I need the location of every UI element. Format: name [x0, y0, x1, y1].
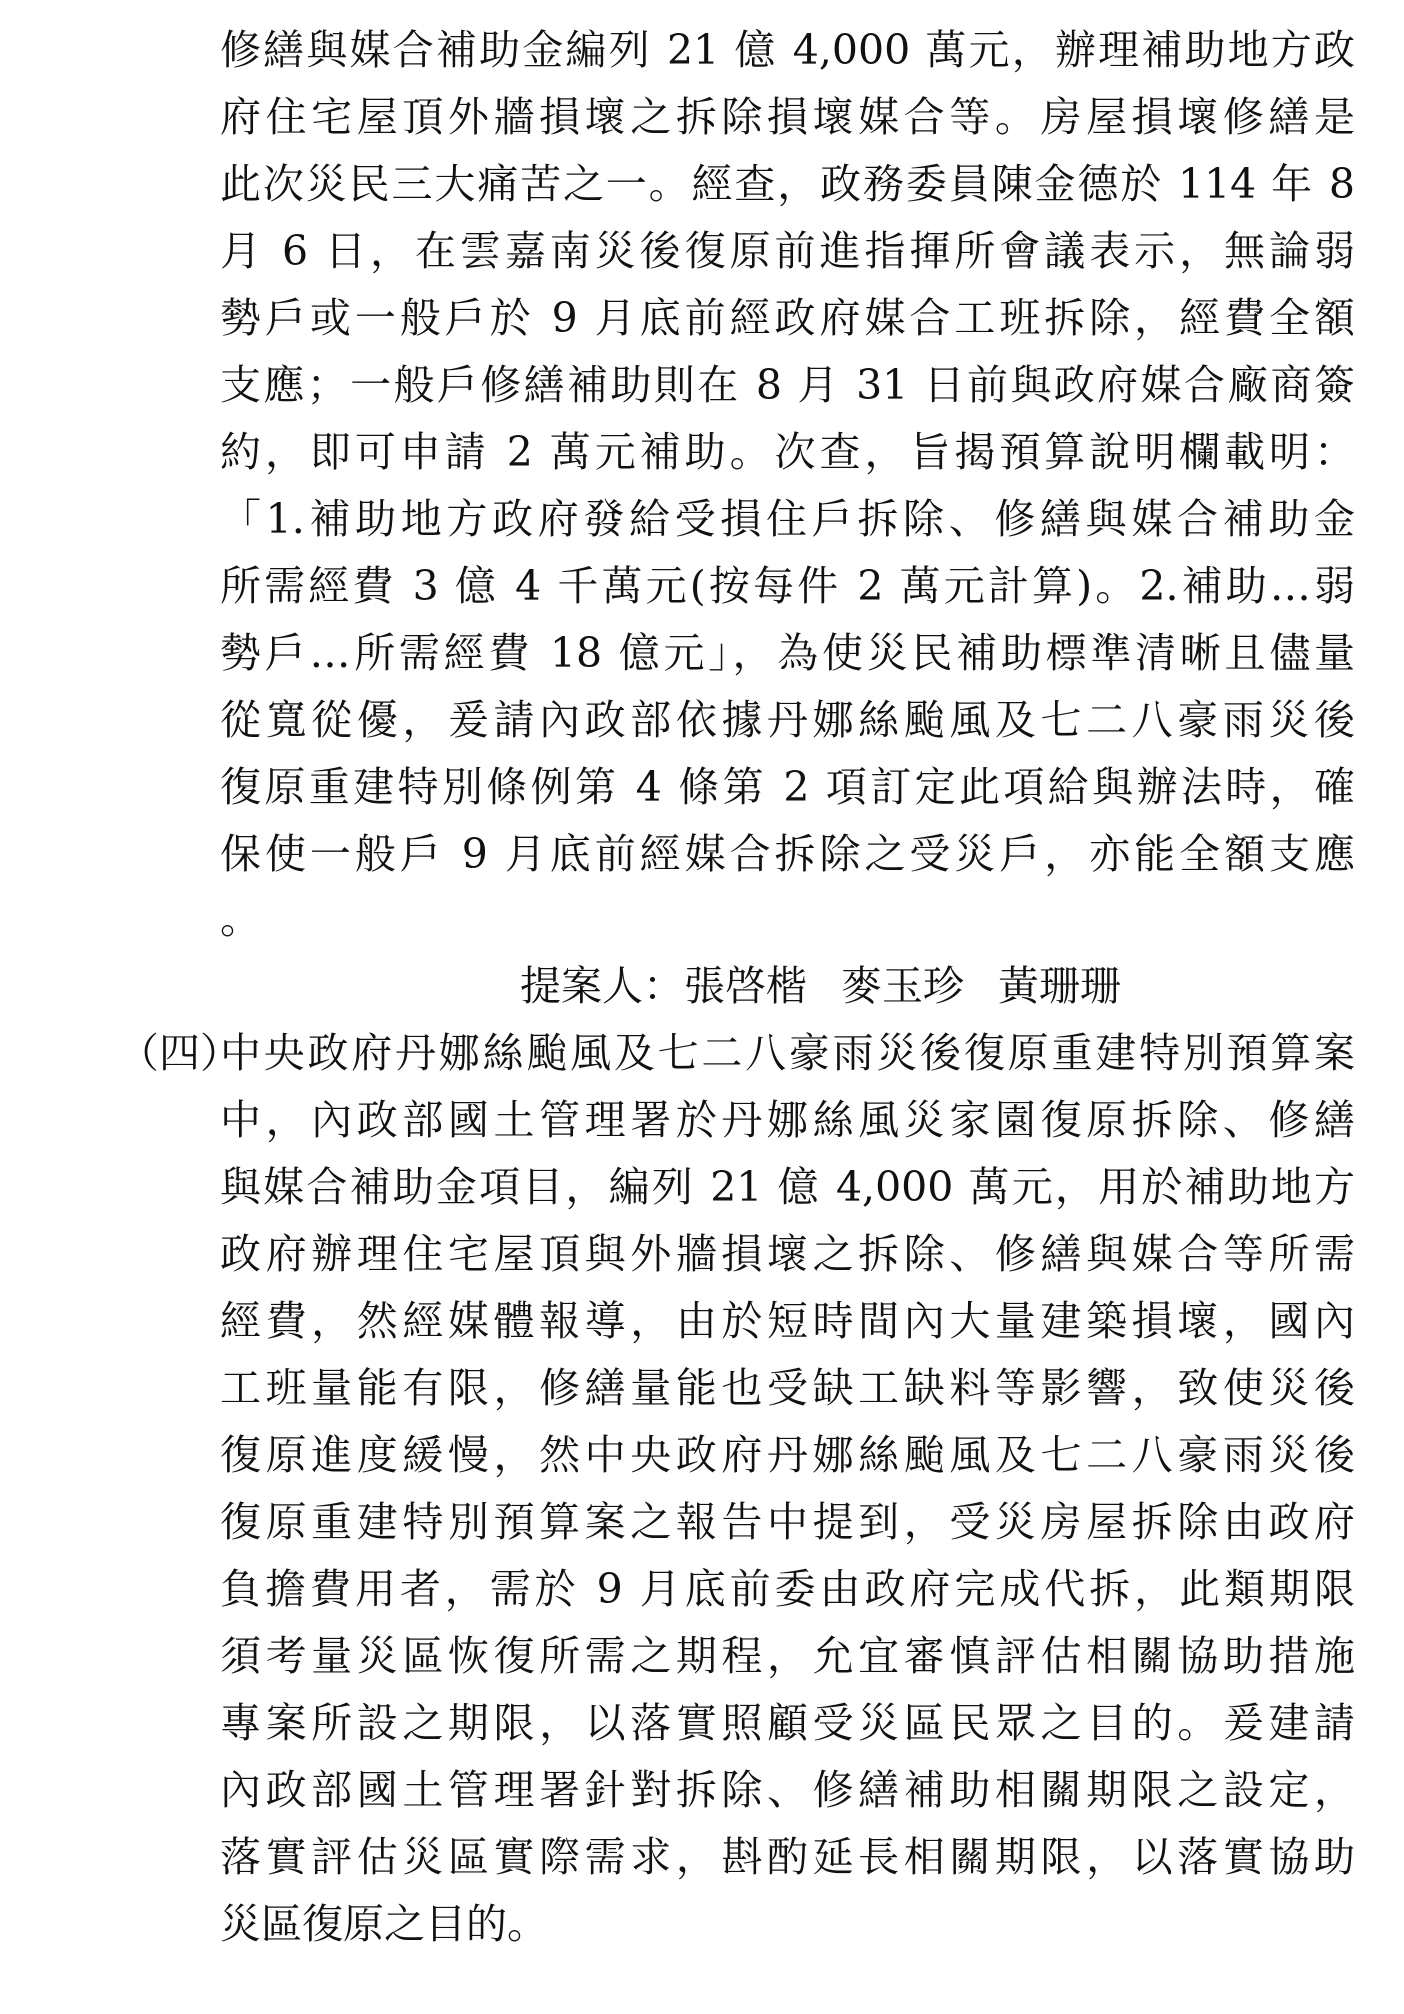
paragraph-line: 專案所設之期限，以落實照顧受災區民眾之目的。爰建請 — [220, 1699, 1355, 1747]
paragraph-line: 中，內政部國土管理署於丹娜絲風災家園復原拆除、修繕 — [220, 1096, 1355, 1144]
paragraph-line: 內政部國土管理署針對拆除、修繕補助相關期限之設定， — [220, 1766, 1355, 1814]
paragraph-line: 中央政府丹娜絲颱風及七二八豪雨災後復原重建特別預算案 — [220, 1029, 1355, 1077]
proposer-name: 張啓楷 — [684, 962, 807, 1010]
paragraph-line: 修繕與媒合補助金編列 21 億 4,000 萬元，辦理補助地方政 — [220, 26, 1355, 74]
paragraph-line: 月 6 日，在雲嘉南災後復原前進指揮所會議表示，無論弱 — [220, 227, 1355, 275]
paragraph-line: 災區復原之目的。 — [220, 1900, 548, 1948]
paragraph-line: 勢戶或一般戶於 9 月底前經政府媒合工班拆除，經費全額 — [220, 294, 1355, 342]
proposer-name: 黃珊珊 — [998, 962, 1121, 1010]
section-marker: （四） — [118, 1029, 241, 1077]
paragraph-line: 。 — [220, 895, 261, 943]
paragraph-line: 落實評估災區實際需求，斟酌延長相關期限，以落實協助 — [220, 1833, 1355, 1881]
paragraph-line: 須考量災區恢復所需之期程，允宜審慎評估相關協助措施 — [220, 1632, 1355, 1680]
paragraph-line: 經費，然經媒體報導，由於短時間內大量建築損壞，國內 — [220, 1297, 1355, 1345]
paragraph-line: 所需經費 3 億 4 千萬元(按每件 2 萬元計算)。2.補助…弱 — [220, 562, 1355, 610]
paragraph-line: 復原重建特別預算案之報告中提到，受災房屋拆除由政府 — [220, 1498, 1355, 1546]
paragraph-line: 此次災民三大痛苦之一。經查，政務委員陳金德於 114 年 8 — [220, 160, 1355, 208]
paragraph-line: 府住宅屋頂外牆損壞之拆除損壞媒合等。房屋損壞修繕是 — [220, 93, 1355, 141]
paragraph-line: 從寬從優，爰請內政部依據丹娜絲颱風及七二八豪雨災後 — [220, 696, 1355, 744]
paragraph-line: 負擔費用者，需於 9 月底前委由政府完成代拆，此類期限 — [220, 1565, 1355, 1613]
paragraph-line: 政府辦理住宅屋頂與外牆損壞之拆除、修繕與媒合等所需 — [220, 1230, 1355, 1278]
paragraph-line: 「1.補助地方政府發給受損住戶拆除、修繕與媒合補助金 — [220, 495, 1355, 543]
paragraph-line: 工班量能有限，修繕量能也受缺工缺料等影響，致使災後 — [220, 1364, 1355, 1412]
paragraph-line: 約，即可申請 2 萬元補助。次查，旨揭預算說明欄載明： — [220, 428, 1355, 476]
paragraph-line: 保使一般戶 9 月底前經媒合拆除之受災戶，亦能全額支應 — [220, 830, 1355, 878]
paragraph-line: 與媒合補助金項目，編列 21 億 4,000 萬元，用於補助地方 — [220, 1163, 1355, 1211]
paragraph-line: 勢戶…所需經費 18 億元」，為使災民補助標準清晰且儘量 — [220, 629, 1355, 677]
proposer-name: 麥玉珍 — [841, 962, 964, 1010]
paragraph-line: 支應；一般戶修繕補助則在 8 月 31 日前與政府媒合廠商簽 — [220, 361, 1355, 409]
proposer-line — [520, 962, 1155, 1010]
proposer-label: 提案人： — [520, 962, 684, 1010]
paragraph-line: 復原進度緩慢，然中央政府丹娜絲颱風及七二八豪雨災後 — [220, 1431, 1355, 1479]
paragraph-line: 復原重建特別條例第 4 條第 2 項訂定此項給與辦法時，確 — [220, 763, 1355, 811]
